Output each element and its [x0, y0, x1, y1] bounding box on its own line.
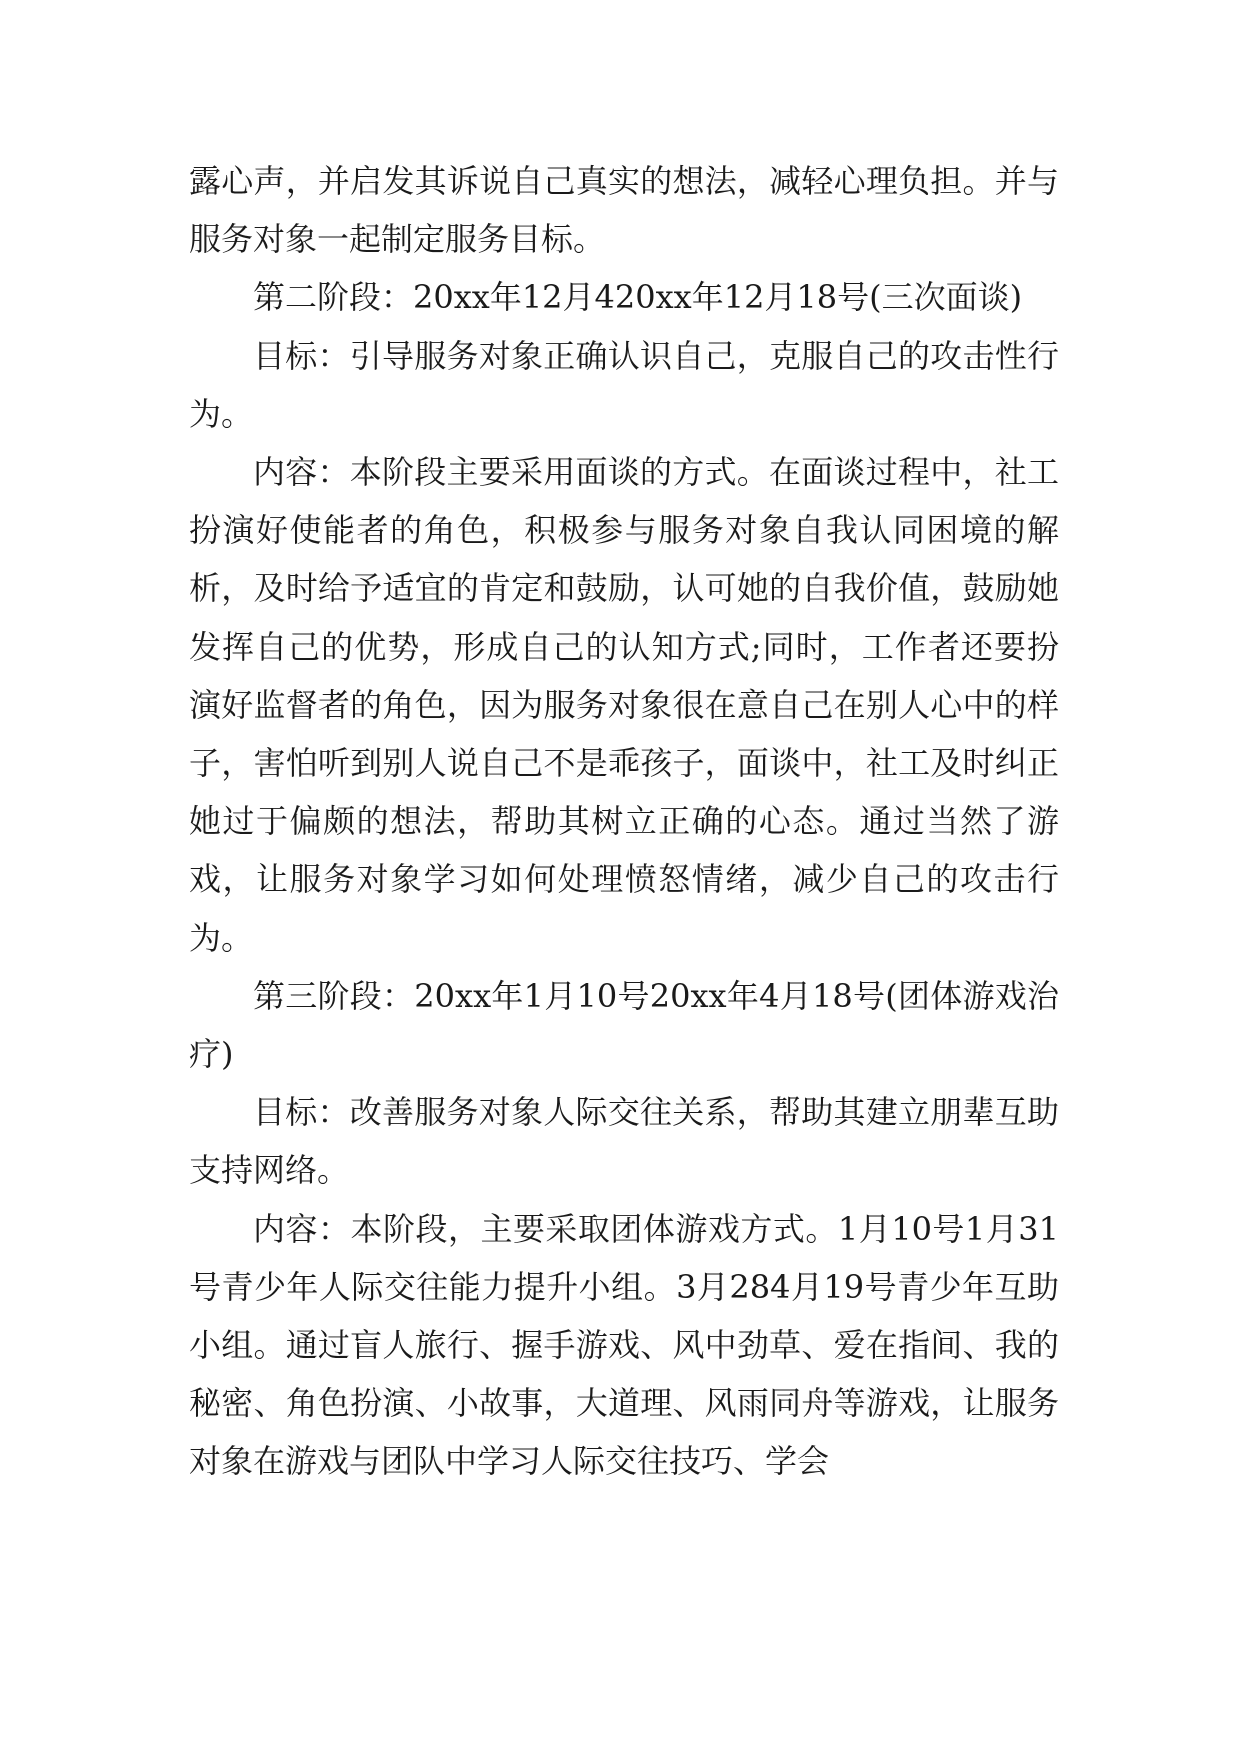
paragraph-stage-two-goal: 目标：引导服务对象正确认识自己，克服自己的攻击性行为。: [189, 336, 1059, 433]
paragraph-continuation: 露心声，并启发其诉说自己真实的想法，减轻心理负担。并与服务对象一起制定服务目标。: [189, 162, 1059, 259]
paragraph-stage-two-heading: 第二阶段：20xx年12月420xx年12月18号(三次面谈): [253, 278, 1023, 317]
paragraph-stage-two-content: 内容：本阶段主要采用面谈的方式。在面谈过程中，社工扮演好使能者的角色，积极参与服务对象自我认同困境的解析，及时给予适宜的肯定和鼓励，认可她的自我价值，鼓励她发挥自己的优势，形成自己的认知方式;同时，工作者还要扮演好监督者的角色，因为服务对象很在意自己在别人心中的样子，害怕听到别人说自己不是乖孩子，面谈中，社工及时纠正她过于偏颇的想法，帮助其树立正确的心态。通过当然了游戏，让服务对象学习如何处理愤怒情绪，减少自己的攻击行为。: [189, 453, 1059, 957]
paragraph-stage-three-content: 内容：本阶段，主要采取团体游戏方式。1月10号1月31号青少年人际交往能力提升小组。3月284月19号青少年互助小组。通过盲人旅行、握手游戏、风中劲草、爱在指间、我的秘密、角色扮演、小故事，大道理、风雨同舟等游戏，让服务对象在游戏与团队中学习人际交往技巧、学会: [189, 1209, 1059, 1481]
paragraph-stage-three-goal: 目标：改善服务对象人际交往关系，帮助其建立朋辈互助支持网络。: [189, 1093, 1059, 1190]
body-text: [189, 152, 1059, 1491]
paragraph-stage-three-heading: 第三阶段：20xx年1月10号20xx年4月18号(团体游戏治疗): [189, 976, 1059, 1074]
